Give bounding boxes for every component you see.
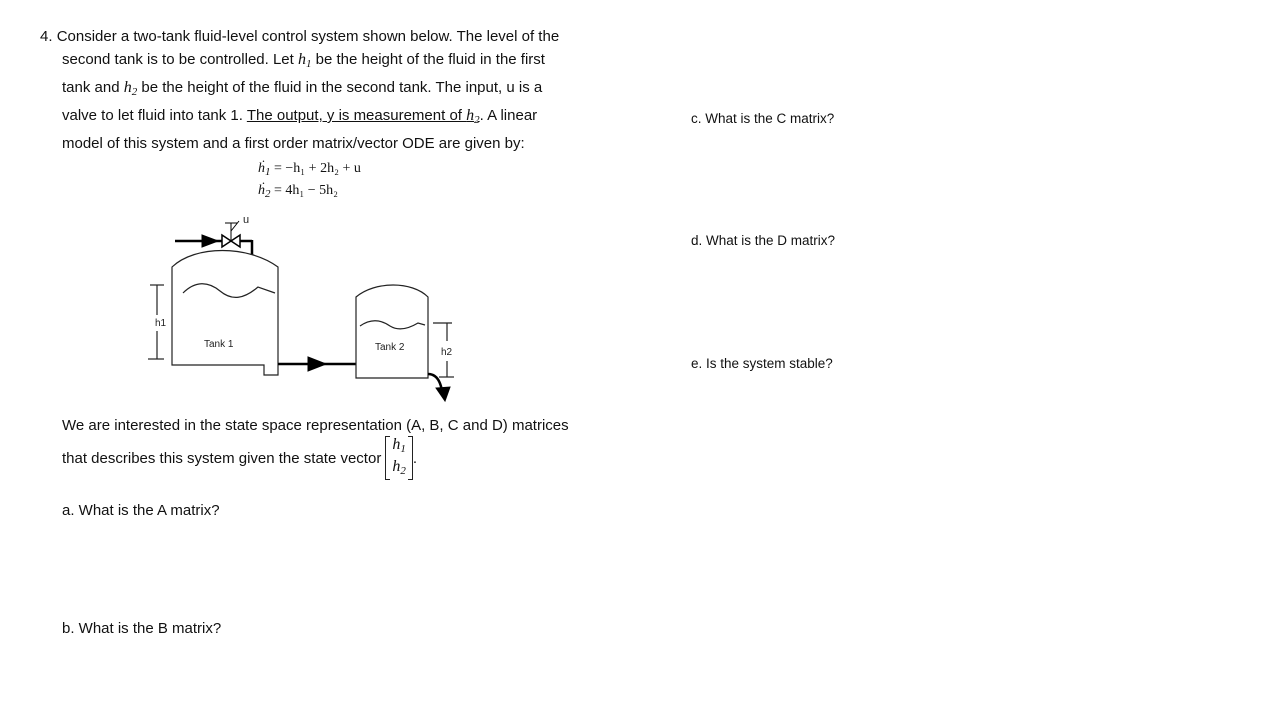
intro-line-3: tank and $h_2$ be the height of the fluid in the second tank. The input, u is a bbox=[62, 79, 543, 98]
state-space-paragraph bbox=[62, 414, 569, 437]
h1-symbol: $h_1$ bbox=[297, 51, 312, 70]
outlet-pipe bbox=[428, 374, 450, 401]
question-d: d. What is the D matrix? bbox=[691, 233, 836, 248]
question-a: a. What is the A matrix? bbox=[62, 502, 220, 519]
state-line-1: We are interested in the state space representation (A, B, C and D) matrices bbox=[62, 417, 569, 434]
problem-statement bbox=[40, 25, 559, 155]
question-e: e. Is the system stable? bbox=[691, 356, 833, 371]
state-vector: $h_1$ $h_2$ bbox=[385, 436, 413, 480]
tank-2 bbox=[356, 285, 428, 378]
two-tank-diagram bbox=[140, 205, 470, 410]
input-label: u bbox=[243, 214, 250, 226]
intro-line-4: valve to let fluid into tank 1. The output, y is measurement of $h_2$. A linear bbox=[62, 107, 538, 126]
tank-2-label: Tank 2 bbox=[375, 342, 405, 353]
intro-line-1: 4. Consider a two-tank fluid-level control system shown below. The level of the bbox=[40, 28, 560, 45]
output-definition: The output, y is measurement of $h_2$ bbox=[246, 107, 480, 126]
connecting-pipe bbox=[278, 357, 356, 371]
h1-label: h1 bbox=[155, 318, 167, 329]
intro-line-5: model of this system and a first order matrix/vector ODE are given by: bbox=[62, 135, 525, 152]
equation-2: ḣ$_2$ = 4h₁ − 5h₂ bbox=[258, 183, 339, 200]
h2-symbol: $h_2$ bbox=[123, 79, 138, 98]
h2-label: h2 bbox=[441, 347, 453, 358]
tank-1-label: Tank 1 bbox=[204, 339, 234, 350]
state-line-2: that describes this system given the state vector $h_1$ $h_2$ . bbox=[62, 438, 417, 478]
question-c: c. What is the C matrix? bbox=[691, 111, 835, 126]
problem-number: 4. bbox=[40, 28, 53, 45]
tank-1 bbox=[172, 251, 278, 376]
question-b: b. What is the B matrix? bbox=[62, 620, 222, 637]
equation-1: ḣ$_1$ = −h₁ + 2h₂ + u bbox=[258, 161, 361, 178]
intro-line-2: second tank is to be controlled. Let $h_1$ be the height of the fluid in the first bbox=[62, 51, 545, 70]
